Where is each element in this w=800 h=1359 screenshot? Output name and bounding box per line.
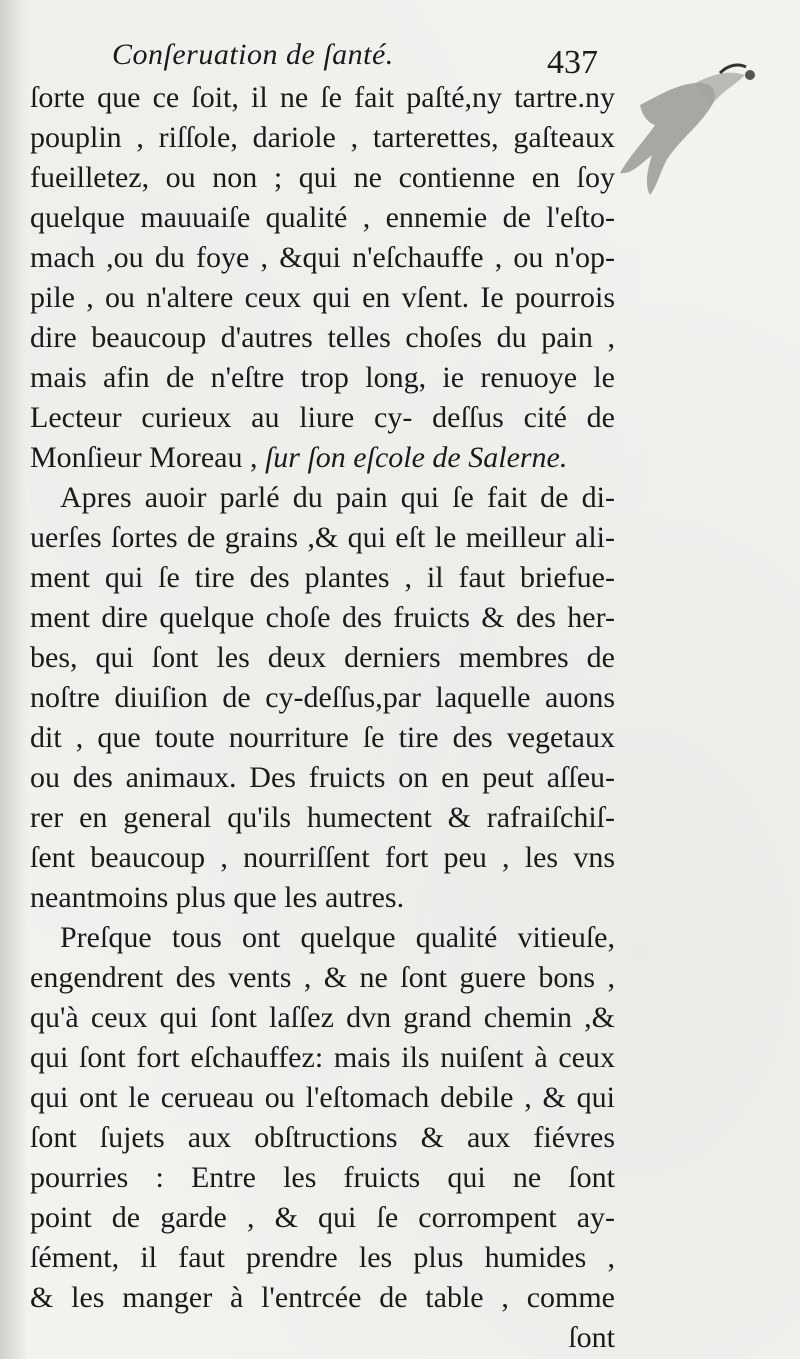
text-segment: Monſieur Moreau , bbox=[30, 441, 265, 474]
text-line: mach ,ou du foye , &qui n'eſchauffe , ou n'op- bbox=[30, 241, 615, 274]
text-line: Apres auoir parlé du pain qui ſe fait de di- bbox=[60, 481, 615, 514]
text-line: mais afin de n'eſtre trop long, ie renuoye le bbox=[30, 361, 615, 394]
text-line: ſément, il faut prendre les plus humides , bbox=[30, 1241, 615, 1274]
text-line: dire beaucoup d'autres telles choſes du pain , bbox=[30, 321, 615, 354]
text-line: bes, qui ſont les deux derniers membres de bbox=[30, 641, 615, 674]
text-line: ſont ſujets aux obſtructions & aux fiévres bbox=[30, 1121, 615, 1154]
text-line: noſtre diuiſion de cy-deſſus,par laquelle auons bbox=[30, 681, 615, 714]
italic-title: ſur ſon eſcole de Salerne. bbox=[264, 441, 568, 474]
page-number: 437 bbox=[547, 44, 598, 81]
text-line: point de garde , & qui ſe corrompent ay- bbox=[30, 1201, 615, 1234]
text-line: Lecteur curieux au liure cy- deſſus cité de bbox=[30, 401, 615, 434]
text-line: qui ſont fort eſchauffez: mais ils nuiſent à ceux bbox=[30, 1041, 615, 1074]
text-line: fueilletez, ou non ; qui ne contienne en ſoy bbox=[30, 161, 615, 194]
text-line: engendrent des vents , & ne ſont guere bons , bbox=[30, 961, 615, 994]
text-line: ſorte que ce ſoit, il ne ſe fait paſté,ny tartre.ny bbox=[30, 81, 615, 114]
text-line: uerſes ſortes de grains ,& qui eſt le meilleur ali- bbox=[30, 521, 615, 554]
text-line: ment dire quelque choſe des fruicts & des her- bbox=[30, 601, 615, 634]
text-line bbox=[30, 438, 615, 478]
text-line: Preſque tous ont quelque qualité vitieuſe, bbox=[60, 921, 615, 954]
ink-stain bbox=[600, 55, 800, 225]
page-gutter-shadow bbox=[0, 0, 28, 1359]
running-head: Conſeruation de ſanté. bbox=[112, 38, 394, 71]
text-line: ſent beaucoup , nourriſſent fort peu , les vns bbox=[30, 841, 615, 874]
text-line: & les manger à l'entrcée de table , comme bbox=[30, 1281, 615, 1314]
text-line: pourries : Entre les fruicts qui ne ſont bbox=[30, 1161, 615, 1194]
text-line: qu'à ceux qui ſont laſſez dvn grand chemin ,& bbox=[30, 1001, 615, 1034]
text-line: rer en general qu'ils humectent & rafraiſchiſ- bbox=[30, 801, 615, 834]
text-line: dit , que toute nourriture ſe tire des vegetaux bbox=[30, 721, 615, 754]
text-line: quelque mauuaiſe qualité , ennemie de l'eſto- bbox=[30, 201, 615, 234]
text-line: ou des animaux. Des fruicts on en peut aſſeu- bbox=[30, 761, 615, 794]
text-line: neantmoins plus que les autres. bbox=[30, 881, 405, 914]
text-line: qui ont le cerueau ou l'eſtomach debile , & qui bbox=[30, 1081, 615, 1114]
catchword: ſont bbox=[568, 1321, 615, 1354]
text-line: pile , ou n'altere ceux qui en vſent. Ie pourrois bbox=[30, 281, 615, 314]
text-line: ment qui ſe tire des plantes , il faut briefue- bbox=[30, 561, 615, 594]
text-line: pouplin , riſſole, dariole , tarterettes, gaſteaux bbox=[30, 121, 615, 154]
